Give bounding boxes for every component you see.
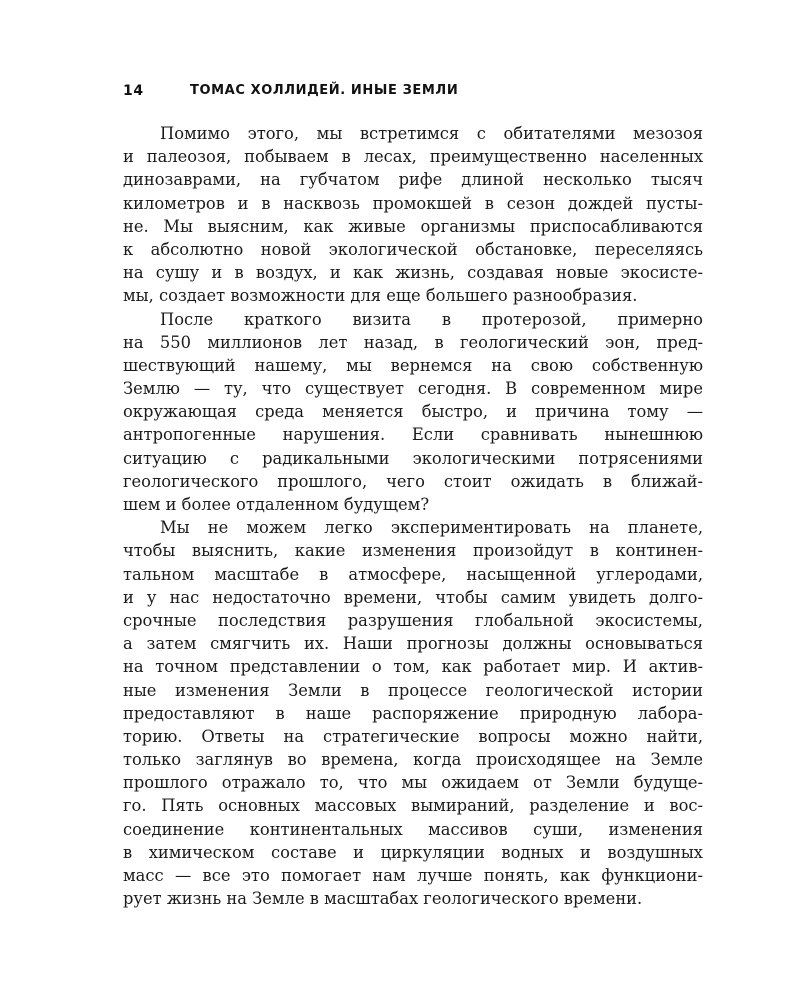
text-line: динозаврами, на губчатом рифе длиной несколько тысяч [123, 170, 703, 190]
text-line: масс — все это помогает нам лучше понять, как функциони- [123, 866, 703, 885]
text-line: го. Пять основных массовых вымираний, разделение и вос- [123, 796, 703, 816]
text-line: срочные последствия разрушения глобальной экосистемы, [123, 610, 703, 630]
page-number: 14 [123, 83, 144, 99]
text-line: тальном масштабе в атмосфере, насыщенной углеродами, [123, 564, 703, 584]
text-line: Землю — ту, что существует сегодня. В современном мире [123, 379, 703, 399]
text-line: на точном представлении о том, как работает мир. И актив- [123, 657, 703, 677]
text-line: шествующий нашему, мы вернемся на свою собственную [123, 355, 703, 375]
text-line: и у нас недостаточно времени, чтобы самим увидеть долго- [123, 587, 703, 607]
text-line: Помимо этого, мы встретимся с обитателями мезозоя [160, 124, 703, 143]
text-line: окружающая среда меняется быстро, и причина тому — [123, 402, 703, 422]
text-line: километров и в насквозь промокшей в сезон дождей пусты- [123, 193, 703, 213]
text-line: и палеозоя, побываем в лесах, преимущественно населенных [123, 147, 703, 167]
running-head [123, 83, 703, 103]
book-title: ТОМАС ХОЛЛИДЕЙ. ИНЫЕ ЗЕМЛИ [190, 83, 459, 98]
text-line: соединение континентальных массивов суши, изменения [123, 819, 703, 839]
text-line: на 550 миллионов лет назад, в геологический эон, пред- [123, 332, 703, 352]
text-line: только заглянув во времена, когда происходящее на Земле [123, 750, 703, 770]
text-line: геологического прошлого, чего стоит ожидать в ближай- [123, 471, 703, 491]
text-line: не. Мы выясним, как живые организмы приспосабливаются [123, 216, 703, 236]
text-line: предоставляют в наше распоряжение природную лабора- [123, 703, 703, 723]
text-line: Мы не можем легко экспериментировать на планете, [160, 518, 703, 538]
text-line: После краткого визита в протерозой, примерно [160, 309, 703, 329]
text-line: антропогенные нарушения. Если сравнивать нынешнюю [123, 425, 703, 445]
text-line: а затем смягчить их. Наши прогнозы должны основываться [123, 634, 703, 654]
text-line: мы, создает возможности для еще большего разнообразия. [123, 286, 638, 306]
text-line: ные изменения Земли в процессе геологической истории [123, 680, 703, 700]
text-line: рует жизнь на Земле в масштабах геологического времени. [123, 889, 643, 909]
text-line: ситуацию с радикальными экологическими потрясениями [123, 448, 703, 468]
text-line: в химическом составе и циркуляции водных и воздушных [123, 842, 703, 862]
text-line: к абсолютно новой экологической обстановке, переселяясь [123, 239, 703, 259]
text-line: прошлого отражало то, что мы ожидаем от Земли будуще- [123, 773, 703, 793]
text-line: торию. Ответы на стратегические вопросы можно найти, [123, 726, 703, 746]
body-text [123, 122, 703, 910]
text-line: чтобы выяснить, какие изменения произойдут в континен- [123, 541, 703, 561]
text-line: на сушу и в воздух, и как жизнь, создавая новые экосисте- [123, 263, 703, 283]
text-line: шем и более отдаленном будущем? [123, 495, 430, 514]
